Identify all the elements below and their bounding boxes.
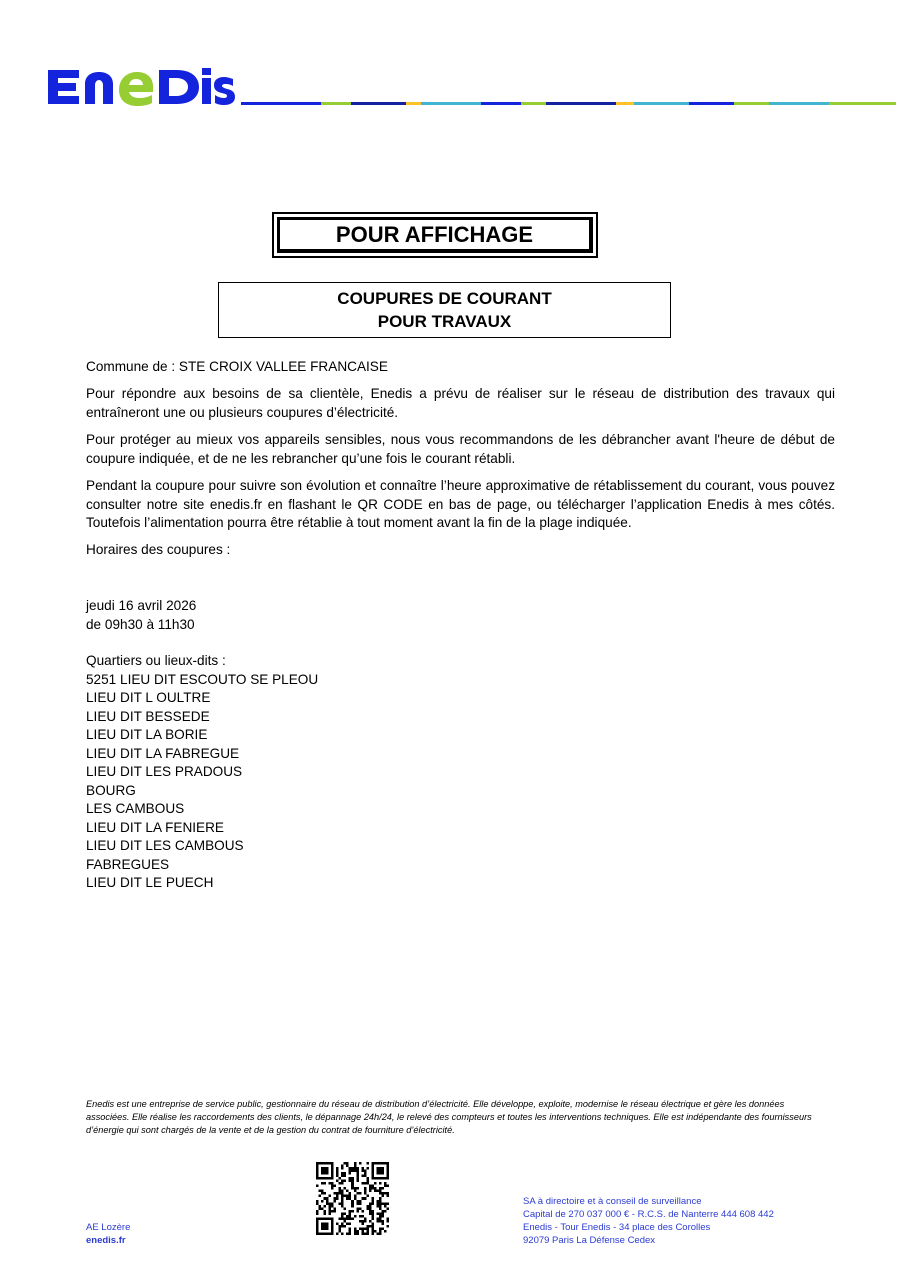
schedule	[86, 597, 835, 634]
list-item: 5251 LIEU DIT ESCOUTO SE PLEOU	[86, 671, 319, 687]
schedule-time: de 09h30 à 11h30	[86, 616, 195, 632]
paragraph-text: Pour protéger au mieux vos appareils sensibles, nous vous recommandons de les débrancher avant l'heure de début de coupure indiquée, et de ne les rebrancher qu’une fois le courant rétabli.	[86, 432, 835, 466]
company-info-line: Enedis - Tour Enedis - 34 place des Corolles	[523, 1222, 711, 1233]
company-info-line: SA à directoire et à conseil de surveillance	[523, 1196, 702, 1207]
footer-left	[86, 1221, 130, 1247]
brand-stripe	[241, 102, 896, 105]
commune: Commune de : STE CROIX VALLEE FRANCAISE	[86, 359, 388, 374]
horaires-label: Horaires des coupures :	[86, 542, 231, 557]
quartiers-label: Quartiers ou lieux-dits :	[86, 653, 226, 668]
subtitle-line-1: COUPURES DE COURANT	[337, 289, 552, 308]
qr-code-icon[interactable]	[316, 1162, 389, 1235]
agency-name: AE Lozère	[86, 1222, 131, 1233]
quartiers-list	[86, 652, 835, 893]
list-item: LIEU DIT LE PUECH	[86, 875, 214, 890]
paragraph-2	[86, 431, 835, 468]
company-info-line: Capital de 270 037 000 € - R.C.S. de Nanterre 444 608 442	[523, 1209, 774, 1220]
title-label: POUR AFFICHAGE	[277, 217, 593, 253]
paragraph-text: Pendant la coupure pour suivre son évolution et connaître l’heure approximative de rétablissement du courant, vous pouvez consulter notre site enedis.fr en flashant le QR CODE en bas de page, ou télécharger l’application Enedis à mes côtés. Toutefois l’alimentation pourra être rétablie à tout moment avant la fin de la plage indiquée.	[86, 478, 835, 530]
legal-notice: Enedis est une entreprise de service public, gestionnaire du réseau de distribution d’électricité. Elle développe, exploite, modernise le réseau électrique et gère les données associées. Elle réalise les raccordements des clients, le dépannage 24h/24, le relevé des compteurs et toutes les interventions techniques. Elle est indépendante des fournisseurs d’énergie qui sont chargés de la vente et de la gestion du contrat de fourniture d’électricité.	[86, 1099, 812, 1135]
title-box	[272, 212, 598, 258]
company-info-line: 92079 Paris La Défense Cedex	[523, 1235, 656, 1246]
list-item: LIEU DIT LA FABREGUE	[86, 745, 240, 761]
list-item: LIEU DIT LA BORIE	[86, 727, 208, 742]
footer-right	[523, 1195, 774, 1247]
list-item: LIEU DIT LES CAMBOUS	[86, 838, 244, 853]
subtitle-line-2: POUR TRAVAUX	[377, 312, 512, 331]
list-item: LIEU DIT L OULTRE	[86, 690, 211, 705]
list-item: LIEU DIT LA FENIERE	[86, 819, 224, 835]
list-item: FABREGUES	[86, 856, 170, 872]
paragraph-1	[86, 385, 835, 422]
list-item: LIEU DIT LES PRADOUS	[86, 764, 243, 779]
enedis-logo	[45, 64, 235, 108]
paragraph-3	[86, 477, 835, 533]
list-item: BOURG	[86, 782, 136, 798]
list-item: LES CAMBOUS	[86, 801, 185, 816]
site-link[interactable]: enedis.fr	[86, 1235, 126, 1246]
schedule-date: jeudi 16 avril 2026	[86, 598, 197, 613]
list-item: LIEU DIT BESSEDE	[86, 708, 210, 724]
subtitle-box	[218, 282, 671, 338]
paragraph-text: Pour répondre aux besoins de sa clientèle, Enedis a prévu de réaliser sur le réseau de distribution des travaux qui entraîneront une ou plusieurs coupures d’électricité.	[86, 386, 835, 420]
